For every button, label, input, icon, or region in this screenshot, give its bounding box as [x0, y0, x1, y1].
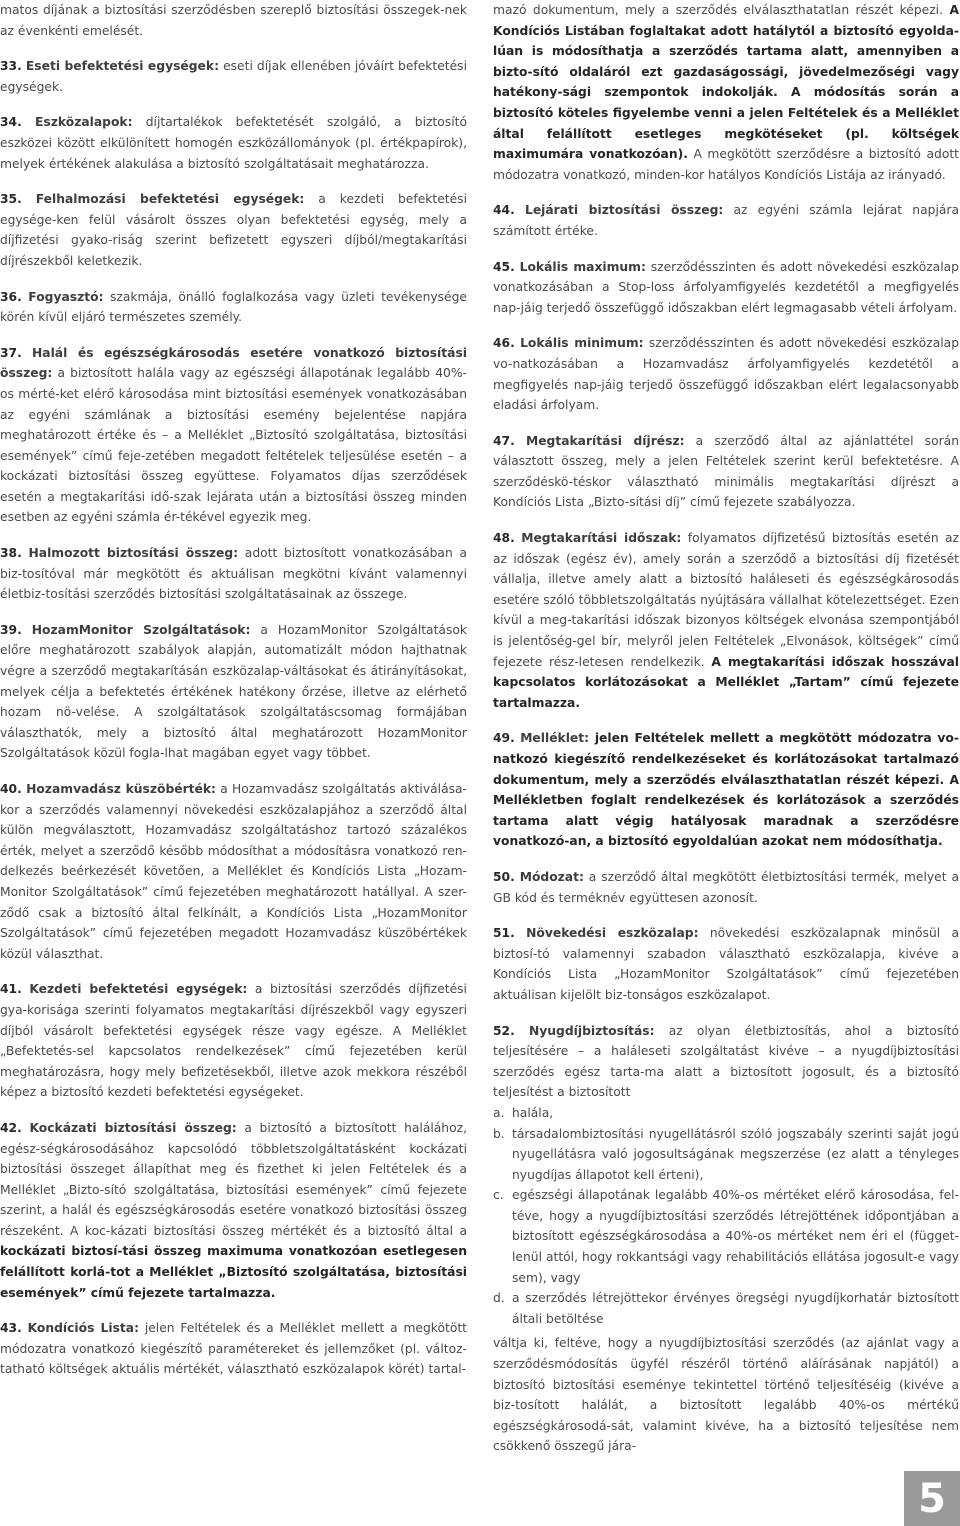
definition-number: 46. [493, 336, 515, 351]
definition-text: növekedési eszközalapnak minősül a biztosí-tó valamennyi szabadon választható eszközalapja, kivéve a Kondíciós Lista „HozamMonitor Szolgáltatások” című fejezetében aktuálisan kijelölt biz-tonságos eszközalapot. [493, 926, 959, 1002]
definition-38 [0, 543, 467, 605]
list-item-text: egészségi állapotának legalább 40%-os mértéket elérő károsodása, fel-téve, hogy a nyugdíjbiztosítási szerződés létrejöttének időpontjában a biztosított egészségkárosodása a 40%-os mértéket nem éri el (függet-lenül attól, hogy rokkantsági vagy rehabilitációs ellátása jogosult-e vagy sem), vagy [512, 1188, 959, 1285]
definition-text: a biztosítási szerződés díjfizetési gya-korisága szerinti folyamatos megtakarítási díjrészekből vagy egyszeri díjból vásárolt befektetési egységek része vagy egésze. A Melléklet „Befektetés-sel kapcsolatos rendelkezések” című fejezetében kerül meghatározásra, hogy mely befizetésekből, illetve azok mekkora részéből képez a biztosító kezdeti befektetési egységeket. [0, 982, 467, 1100]
definition-term: Halmozott biztosítási összeg: [28, 546, 239, 561]
definition-text: szerződésszinten és adott növekedési eszközalap vo-natkozásában a Hozamvadász árfolyamfigyelés kezdetétől a megfigyelés nap-jáig terjedő összefüggő időszakban elért legalacsonyabb eladási árfolyam. [493, 336, 959, 413]
definition-text: a szerződő által az ajánlattétel során választott összeg, mely a jelen Feltételek szerint kerül befektetésre. A szerződéskö-téskor választható minimális megtakarítási díjrészt a Kondíciós Lista „Bizto-sítási díj” című fejezete szabályozza. [493, 433, 959, 510]
definition-37 [0, 343, 467, 528]
definition-term: Hozamvadász küszöbérték: [26, 782, 216, 796]
definition-term: Halál és egészségkárosodás esetére vonatkozó biztosítási összeg: [0, 345, 467, 381]
definition-number: 37. [0, 345, 22, 360]
definition-text: az egyéni számla lejárat napjára számított értéke. [493, 203, 959, 238]
definition-33 [0, 56, 467, 97]
definition-text: jelen Feltételek és a Melléklet mellett a megkötött módozatra vonatkozó kiegészítő paramétereket és jellemzőket (pl. változ-tatható költségek aktuális mértékét, választható eszközalapok körét) tartal- [0, 1321, 467, 1377]
definition-number: 44. [493, 203, 515, 218]
definition-43-continued [493, 0, 959, 185]
list-marker: b. [493, 1126, 505, 1141]
list-item-text: társadalombiztosítási nyugellátásról szóló jogszabály szerinti saját jogú nyugellátásra való jogosultságának megszerzése (ez alatt a tényleges nyugdíjas állapotot kell érteni), [512, 1126, 959, 1182]
definition-term: Lokális maximum: [519, 259, 646, 274]
definition-term: Eseti befektetési egységek: [25, 59, 219, 74]
definition-35 [0, 189, 467, 271]
definition-text: eseti díjak ellenében jóváírt befektetési egységek. [0, 59, 467, 94]
definition-term: Módozat: [519, 869, 584, 884]
definition-40 [0, 779, 467, 964]
right-column [493, 0, 959, 1457]
definition-41 [0, 979, 467, 1103]
intro-paragraph: matos díjának a biztosítási szerződésben szereplő biztosítási összegek-nek az évenkénti emelését. [0, 3, 467, 38]
definition-term: Eszközalapok: [35, 115, 133, 130]
condition-list [493, 1103, 959, 1330]
definition-number: 34. [0, 115, 22, 130]
definition-text: szakmája, önálló foglalkozása vagy üzleti tevékenysége körén kívül eljáró természetes személy. [0, 289, 467, 325]
definition-bold-text: kockázati biztosí-tási összeg maximuma vonatkozóan esetlegesen felállított korlá-tot a Melléklet „Biztosító szolgáltatása, biztosítási események” című fejezete tartalmazza. [0, 1244, 467, 1300]
definition-term: Fogyasztó: [28, 289, 104, 304]
definition-bold-text: A megtakarítási időszak hosszával kapcsolatos korlátozásokat a Melléklet „Tartam” című fejezete tartalmazza. [493, 654, 959, 710]
continued-tail-text: A megkötött szerződésre a biztosító adott módozatra vonatkozó, minden-kor hatályos Kondíciós Listája az irányadó. [493, 147, 959, 182]
definition-number: 48. [493, 531, 515, 546]
definition-number: 42. [0, 1120, 22, 1135]
definition-52-tail: váltja ki, feltéve, hogy a nyugdíjbiztosítási szerződés (az ajánlat vagy a szerződésmódosítás ügyfél részéről történő aláírásának napjától) a biztosító biztosítási eseménye tekintettel történő teljesítéséig (kivéve a biz-tosított halálát, a biztosított legalább 40%-os mértékű egészségkárosodá-sát, valamint kivéve, ha a biztosító teljesítése nem csökkenő összegű jára- [493, 1336, 959, 1454]
definition-42 [0, 1118, 467, 1303]
definition-text: folyamatos díjfizetésű biztosítás esetén az az időszak (egész év), amely során a szerződő a biztosítási díj fizetését vállalja, illetve amely alatt a biztosító haláleseti és egészségkárosodás esetére szóló többletszolgáltatás nyújtására vállalhat kötelezettséget. Ezen kívül a meg-takarítási időszak bizonyos költségek elvonása szempontjából is jelentőség-gel bír, melyről jelen Feltételek „Elvonások, költségek” című fejezete rész-letesen rendelkezik. [493, 531, 959, 669]
definition-45 [493, 257, 959, 319]
list-item [493, 1103, 959, 1124]
definition-text: díjtartalékok befektetését szolgáló, a biztosító eszközei között elkülönített homogén eszközállományok (pl. értékpapírok), melyek értékének alakulása a biztosító szolgáltatásait meghatározza. [0, 115, 467, 171]
list-item-text: a szerződés létrejöttekor érvényes öregségi nyugdíjkorhatár biztosított általi betöltése [512, 1291, 959, 1326]
definition-number: 33. [0, 59, 22, 74]
list-item-text: halála, [512, 1105, 554, 1120]
definition-text: a Hozamvadász szolgáltatás aktiválása-kor a szerződés valamennyi növekedési eszközalapjához a szerződő által külön megválasztott, Hozamvadász szolgáltatáshoz tartozó százalékos érték, melyet a szerződő később módosíthat a módosításra vonatkozó ren-delkezés beérkezését követően, a Melléklet és Kondíciós Lista „Hozam-Monitor Szolgáltatások” című fejezetében meghatározott hatállyal. A szer-ződő csak a biztosító által felkínált, a Kondíciós Lista „HozamMonitor Szolgáltatások” című fejezetében megadott Hozamvadász küszöbértékek közül választhat. [0, 782, 467, 961]
definition-term: Kockázati biztosítási összeg: [29, 1120, 237, 1135]
list-item [493, 1288, 959, 1329]
definition-text: a szerződő által megkötött életbiztosítási termék, melyet a GB kód és terméknév együttesen azonosít. [493, 869, 959, 905]
list-item [493, 1185, 959, 1288]
definition-text: szerződésszinten és adott növekedési eszközalap vonatkozásában a Stop-loss árfolyamfigyelés kezdetétől a megfigyelés nap-jáig terjedő összefüggő időszakban elért legmagasabb vételi árfolyam. [493, 259, 959, 315]
definition-term: Megtakarítási időszak: [521, 531, 682, 546]
definition-46 [493, 333, 959, 415]
definition-term: Melléklet: [520, 731, 590, 746]
definition-text: az olyan életbiztosítás, ahol a biztosító teljesítésére – a haláleseti szolgáltatást kivéve – a nyugdíjbiztosítási szerződés egész tarta-ma alatt a biztosított jogosult, és a biztosító teljesítést a biztosított [493, 1023, 959, 1100]
definition-number: 50. [493, 869, 515, 884]
definition-48 [493, 528, 959, 713]
definition-term: Kondíciós Lista: [27, 1321, 140, 1336]
left-column [0, 0, 467, 1380]
definition-term: Lejárati biztosítási összeg: [524, 203, 724, 218]
definition-term: Felhalmozási befektetési egységek: [35, 192, 305, 207]
bold-text: A Kondíciós Listában foglaltakat adott hatálytól a biztosító egyolda-lúan is módosíthatja a szerződés tartama alatt, amennyiben a bizto-sító oldaláról ezt gazdaságossági, jövedelmezőségi vagy hatékony-sági szempontok indokolják. A módosítás során a biztosító köteles figyelembe venni a jelen Feltételek és a Melléklet által felállított esetleges megkötéseket (pl. költségek maximumára vonatkozóan). [493, 3, 959, 162]
definition-text: a biztosító a biztosított halálához, egész-ségkárosodásához kapcsolódó többletszolgáltatásként kockázati biztosítási összeget állapíthat meg és fizethet ki jelen Feltételek és a Melléklet „Bizto-sító szolgáltatása, biztosítási események” című fejezete szerint, a halál és egészségkárosodás esetére vonatkozó biztosítási összeg részeként. A koc-kázati biztosítási összeg mértékét és a biztosító által a [0, 1120, 467, 1238]
definition-number: 45. [493, 259, 515, 274]
list-marker: c. [493, 1188, 504, 1203]
page-number: 5 [904, 1471, 960, 1526]
definition-text: adott biztosított vonatkozásában a biz-tosítóval már megkötött és aktuálisan megkötni kívánt valamennyi életbiz-tosítási szerződés biztosítási szolgáltatásainak az összege. [0, 546, 467, 602]
definition-44 [493, 200, 959, 241]
list-marker: a. [493, 1105, 505, 1120]
definition-term: Megtakarítási díjrész: [525, 433, 685, 448]
definition-number: 47. [493, 433, 515, 448]
list-item [493, 1124, 959, 1186]
definition-term: Nyugdíjbiztosítás: [528, 1023, 655, 1038]
definition-47 [493, 431, 959, 513]
definition-43 [0, 1318, 467, 1380]
definition-text: a HozamMonitor Szolgáltatások előre meghatározott szabályok alapján, automatizált módon hajthatnak végre a szerződő megtakarításán eszközalap-váltásokat és átirányításokat, melyek célja a befektetés értékének hatékony őrzése, illetve az elérhető hozam nö-velése. A szolgáltatások szolgáltatáscsomag formájában választhatók, mely a biztosító által meghatározott HozamMonitor Szolgáltatások közül fogla-lhat magában egyet vagy többet. [0, 622, 468, 761]
definition-bold-text: jelen Feltételek mellett a megkötött módozatra vo-natkozó kiegészítő rendelkezéseket és korlátozásokat tartalmazó dokumentum, mely a szerződés elválaszthatatlan részét képezi. A Mellékletben foglalt rendelkezések és korlátozások a szerződés tartama alatt végig hatályosak maradnak a szerződésre vonatkozó-an, a biztosító egyoldalúan azokat nem módosíthatja. [493, 731, 959, 849]
definition-term: HozamMonitor Szolgáltatások: [31, 622, 251, 637]
definition-50 [493, 867, 959, 908]
definition-49 [493, 728, 959, 852]
definition-text: a kezdeti befektetési egysége-ken felül vásárolt összes olyan befektetési egység, mely a díjfizetési gyako-riság szerint befizetett egyszeri díjból/megtakarítási díjrészekből keletkezik. [0, 192, 467, 268]
definition-number: 52. [493, 1023, 515, 1038]
definition-number: 41. [0, 982, 22, 997]
definition-number: 38. [0, 546, 22, 561]
definition-text: a biztosított halála vagy az egészségi állapotának legalább 40%-os mérté-ket elérő károsodása mint biztosítási események vonatkozásában az egyéni számlának a biztosítási esemény bejelentése napjára meghatározott értéke és – a Melléklet „Biztosító szolgáltatása, biztosítási események” című feje-zetében megadott feltételek teljesülése esetén – a kockázati biztosítási összeg együttese. Folyamatos díjas szerződések esetén a megtakarítási idő-szak lejárata után a biztosítási összeg minden esetben az egyéni számla ér-tékével egyezik meg. [0, 366, 467, 525]
continued-text: mazó dokumentum, mely a szerződés elválaszthatatlan részét képezi. [493, 3, 943, 17]
definition-number: 51. [493, 926, 515, 941]
definition-number: 40. [0, 782, 22, 796]
definition-number: 43. [0, 1321, 22, 1336]
definition-term: Lokális minimum: [520, 336, 644, 351]
list-marker: d. [493, 1291, 505, 1306]
definition-term: Kezdeti befektetési egységek: [29, 982, 248, 997]
definition-34 [0, 112, 467, 174]
definition-52 [493, 1021, 959, 1103]
definition-51 [493, 923, 959, 1005]
definition-number: 39. [0, 622, 22, 637]
definition-term: Növekedési eszközalap: [526, 926, 699, 941]
definition-number: 49. [493, 731, 515, 746]
definition-number: 35. [0, 192, 22, 207]
definition-39 [0, 620, 467, 764]
definition-number: 36. [0, 289, 22, 304]
definition-36 [0, 287, 467, 328]
